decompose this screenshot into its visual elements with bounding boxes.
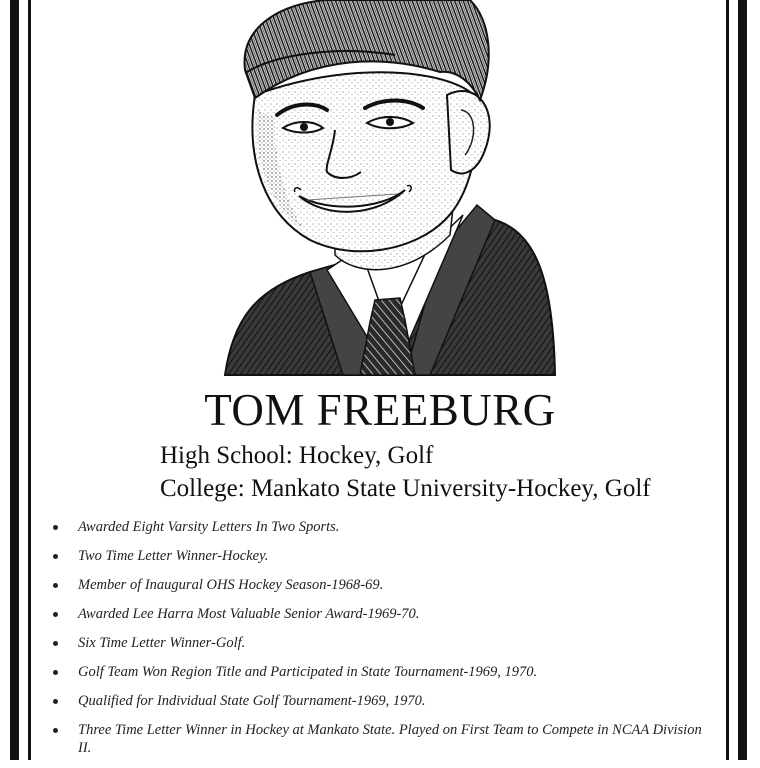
list-item <box>50 547 710 565</box>
high-school-sports: High School: Hockey, Golf <box>160 442 434 469</box>
bullet-icon <box>53 525 58 530</box>
list-item <box>50 576 710 594</box>
achievement-text: Six Time Letter Winner-Golf. <box>78 635 246 651</box>
list-item <box>50 634 710 652</box>
bullet-icon <box>53 612 58 617</box>
achievement-text: Two Time Letter Winner-Hockey. <box>78 548 269 564</box>
bullet-icon <box>53 670 58 675</box>
stipple-portrait-drawing-icon <box>215 0 565 380</box>
inductee-portrait <box>215 0 565 380</box>
list-item <box>50 518 710 536</box>
bullet-icon <box>53 728 58 733</box>
bullet-icon <box>53 583 58 588</box>
achievement-text: Awarded Eight Varsity Letters In Two Sports. <box>78 519 340 535</box>
list-item <box>50 663 710 681</box>
achievement-text: Awarded Lee Harra Most Valuable Senior Award-1969-70. <box>78 606 420 622</box>
achievement-text: Qualified for Individual State Golf Tournament-1969, 1970. <box>78 693 426 709</box>
achievements-list <box>50 518 710 768</box>
achievement-text: Member of Inaugural OHS Hockey Season-1968-69. <box>78 577 384 593</box>
list-item <box>50 721 710 757</box>
college-sports: College: Mankato State University-Hockey, Golf <box>160 475 651 502</box>
bullet-icon <box>53 554 58 559</box>
bullet-icon <box>53 641 58 646</box>
achievement-text: Golf Team Won Region Title and Participated in State Tournament-1969, 1970. <box>78 664 538 680</box>
list-item <box>50 692 710 710</box>
frame-border-left-outer <box>10 0 19 760</box>
bullet-icon <box>53 699 58 704</box>
frame-border-right-inner <box>726 0 729 760</box>
frame-border-left-inner <box>28 0 31 760</box>
frame-border-right-outer <box>738 0 747 760</box>
list-item <box>50 605 710 623</box>
achievement-text: Three Time Letter Winner in Hockey at Mankato State. Played on First Team to Compete in NCAA Division II. <box>78 722 702 756</box>
inductee-name: TOM FREEBURG <box>204 385 556 435</box>
